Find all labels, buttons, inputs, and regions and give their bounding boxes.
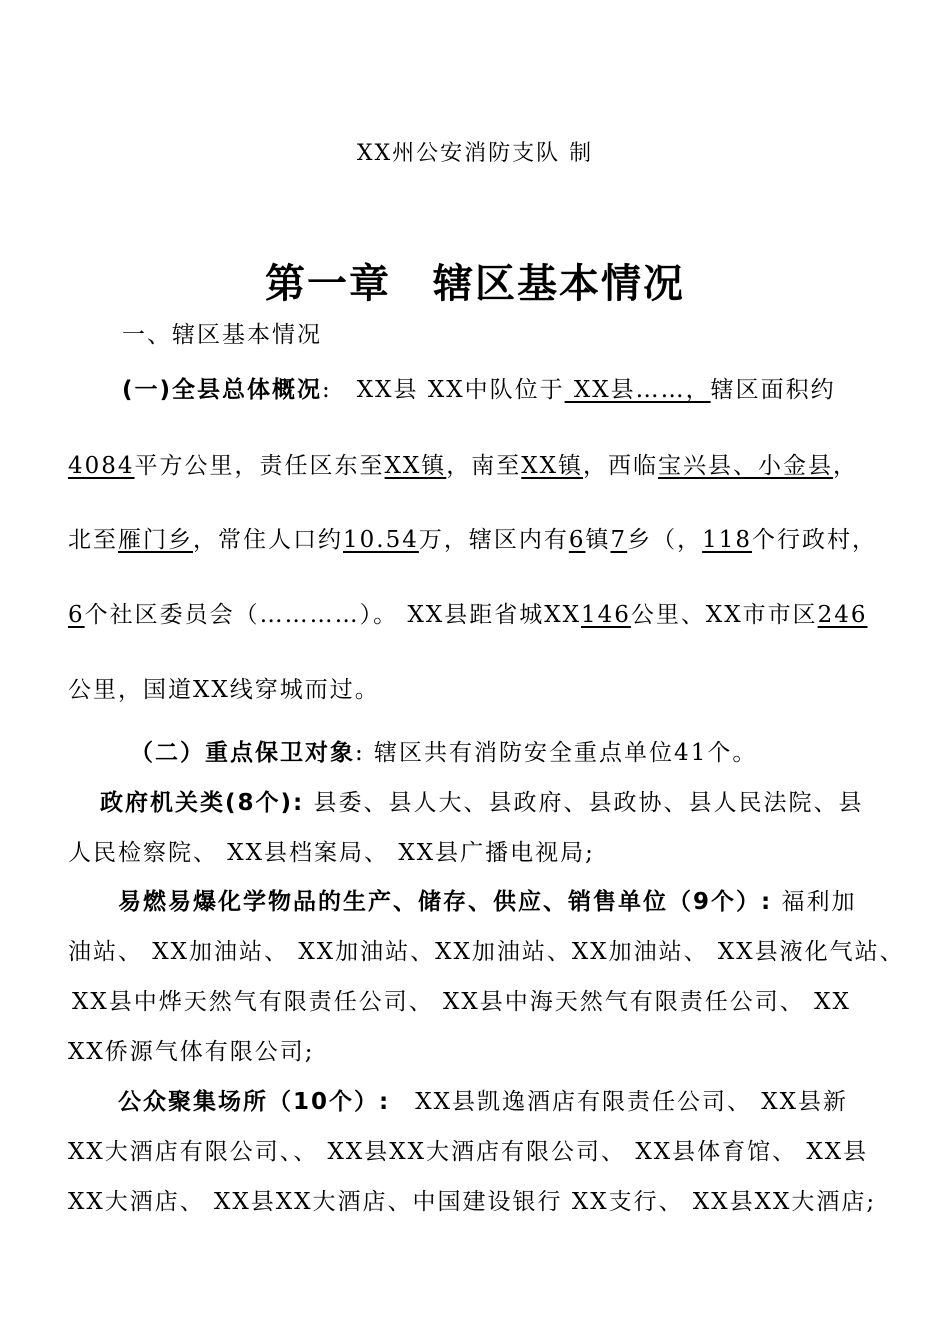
location-value: XX县……， xyxy=(564,377,711,403)
villages-value: 118 xyxy=(702,527,753,553)
overview-line-5: 公里，国道XX线穿城而过。 xyxy=(68,677,380,703)
hazmat-line-4: XX侨源气体有限公司; xyxy=(68,1039,315,1065)
hazmat-line-1 xyxy=(118,888,857,916)
text-span: 乡（， xyxy=(627,527,703,553)
overview-line-1 xyxy=(122,376,836,404)
text-span: 个社区委员会（…………）。 XX县距省城XX xyxy=(84,602,581,628)
overview-label: (一)全县总体概况 xyxy=(122,377,323,403)
text-span: ， xyxy=(833,453,859,479)
org-line: XX州公安消防支队 制 xyxy=(356,141,594,166)
text-span: 个行政村， xyxy=(752,527,878,553)
towns-value: 6 xyxy=(568,527,586,553)
capital-distance: 146 xyxy=(580,602,631,628)
text-span: ，南至 xyxy=(446,453,522,479)
text-span: 万，辖区内有 xyxy=(418,527,569,553)
text-span: 北至 xyxy=(68,527,118,553)
hazmat-text: 福利加 xyxy=(772,889,857,915)
key-targets-line xyxy=(130,739,757,767)
overview-line-4 xyxy=(68,601,868,629)
south-value: XX镇 xyxy=(521,453,584,479)
gov-line-1 xyxy=(100,789,864,817)
chapter-title: 第一章 辖区基本情况 xyxy=(265,261,685,307)
text-span: 镇 xyxy=(585,527,611,553)
area-prefix: 辖区面积约 xyxy=(710,377,836,403)
west-value: 宝兴县、小金县 xyxy=(658,453,834,479)
area-value: 4084 xyxy=(68,453,135,479)
east-value: XX镇 xyxy=(384,453,447,479)
key-targets-text: : 辖区共有消防安全重点单位41个。 xyxy=(355,740,758,766)
hazmat-label: 易燃易爆化学物品的生产、储存、供应、销售单位（9个）: xyxy=(118,889,773,915)
public-line-3: XX大酒店、 XX县XX大酒店、中国建设银行 XX支行、 XX县XX大酒店; xyxy=(68,1189,877,1215)
city-distance: 246 xyxy=(817,602,868,628)
public-label: 公众聚集场所（10个）: xyxy=(118,1089,391,1115)
text-span: ，常住人口约 xyxy=(193,527,343,553)
gov-label: 政府机关类(8个): xyxy=(100,790,305,816)
gov-text: 县委、县人大、县政府、县政协、县人民法院、县 xyxy=(304,790,864,816)
section-heading: 一、辖区基本情况 xyxy=(122,322,322,348)
townships-value: 7 xyxy=(610,527,628,553)
hazmat-line-3: XX县中烨天然气有限责任公司、 XX县中海天然气有限责任公司、 XX xyxy=(72,989,851,1015)
population-value: 10.54 xyxy=(343,527,419,553)
north-value: 雁门乡 xyxy=(118,527,193,553)
text-span: 公里、XX市市区 xyxy=(630,602,818,628)
hazmat-line-2: 油站、 XX加油站、 XX加油站、XX加油站、XX加油站、 XX县液化气站、 xyxy=(68,939,905,965)
gov-line-2: 人民检察院、 XX县档案局、 XX县广播电视局; xyxy=(68,840,595,866)
overview-line-2 xyxy=(68,452,858,480)
public-text: XX县凯逸酒店有限责任公司、 XX县新 xyxy=(390,1089,849,1115)
overview-colon: : XX县 XX中队位于 xyxy=(322,377,565,403)
key-targets-label: （二）重点保卫对象 xyxy=(130,740,355,766)
public-line-2: XX大酒店有限公司、、 XX县XX大酒店有限公司、 XX县体育馆、 XX县 xyxy=(68,1139,869,1165)
text-span: ，西临 xyxy=(583,453,659,479)
text-span: 平方公里，责任区东至 xyxy=(134,453,385,479)
communities-value: 6 xyxy=(68,602,85,628)
public-line-1 xyxy=(118,1088,848,1116)
overview-line-3 xyxy=(68,526,877,554)
